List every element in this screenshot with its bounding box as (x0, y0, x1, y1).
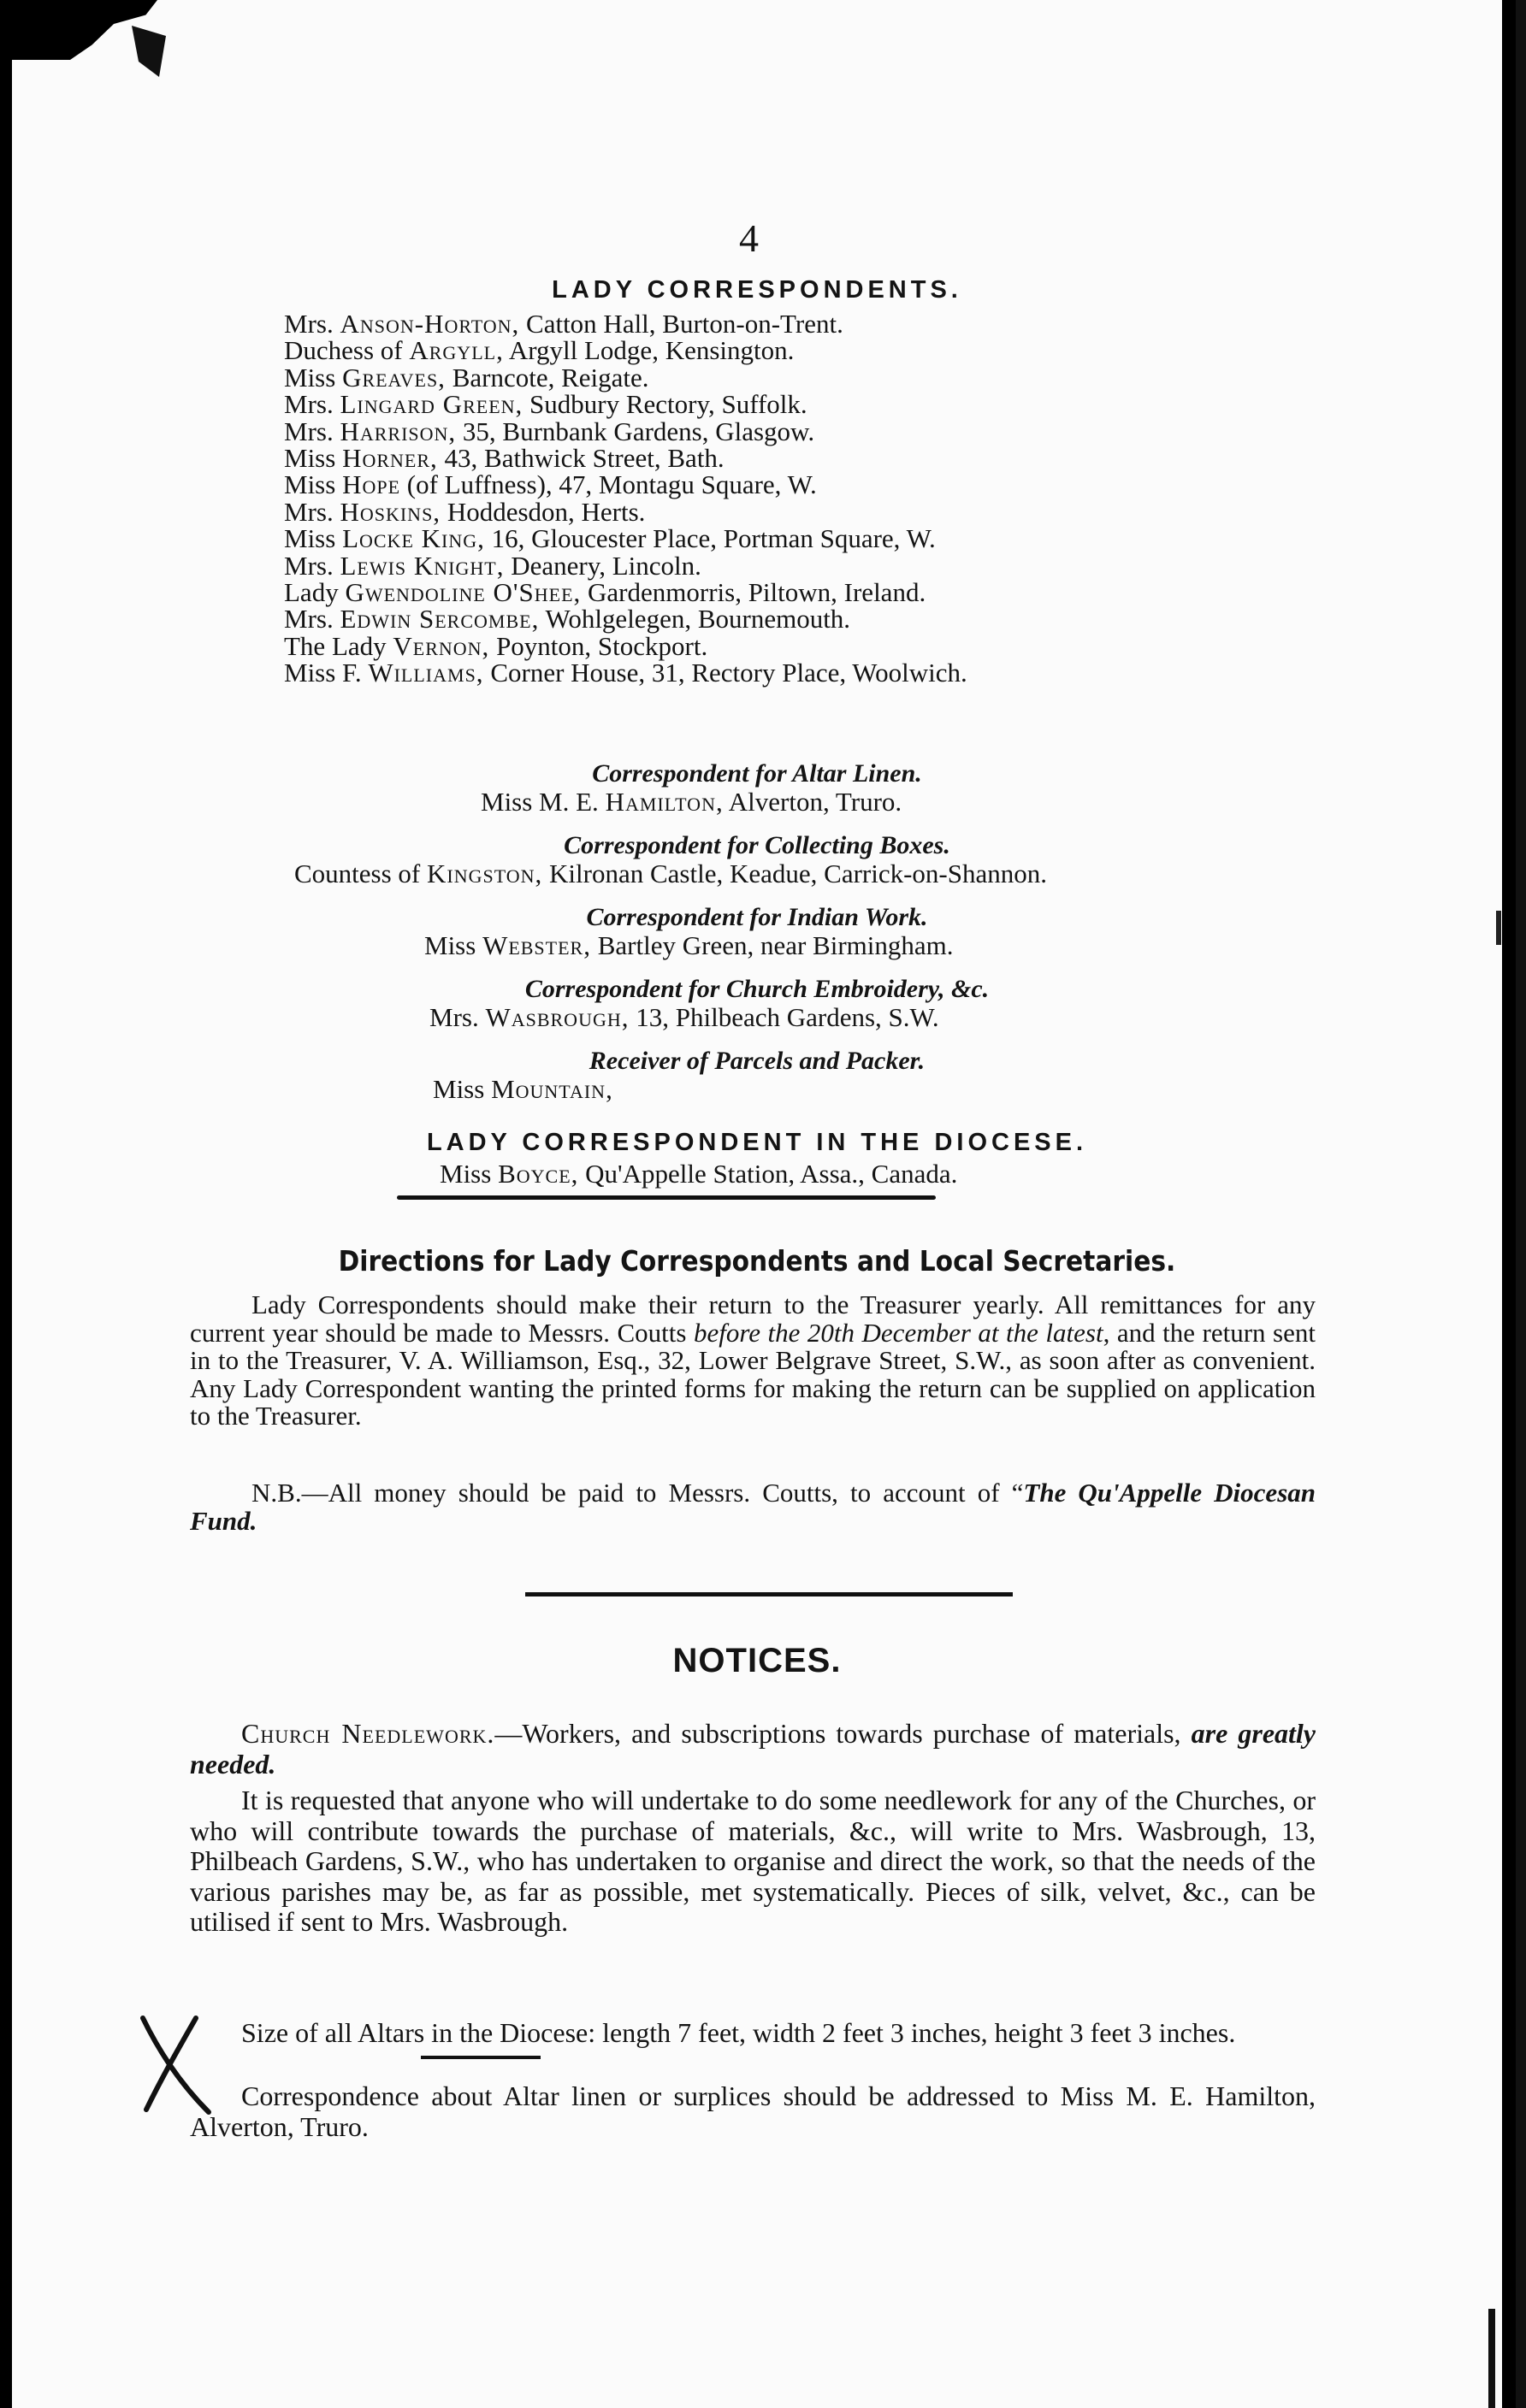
document-page (12, 0, 1502, 2408)
correspondent-person: Countess of Kingston, Kilronan Castle, Keadue, Carrick-on-Shannon. (294, 859, 1047, 888)
directions-paragraph-2: N.B.—All money should be paid to Messrs. Coutts, to account of “The Qu'Appelle Diocesan Fund. (190, 1478, 1316, 1536)
correspondent-entry: Mrs. Lingard Green, Sudbury Rectory, Suffolk. (284, 389, 807, 420)
diocese-correspondent: Miss Boyce, Qu'Appelle Station, Assa., Canada. (440, 1159, 958, 1189)
directions-paragraph-1: Lady Correspondents should make their return to the Treasurer yearly. All remittances for any current year should be made to Messrs. Coutts before the 20th December at the latest, and the return sent in to the Treasurer, V. A. Williamson, Esq., 32, Lower Belgrave Street, S.W., as soon after as convenient. Any Lady Correspondent wanting the printed forms for making the return can be supplied on application to the Treasurer. (190, 1290, 1316, 1431)
notice-paragraph-2: It is requested that anyone who will undertake to do some needlework for any of the Churches, or who will contribute towards the purchase of materials, &c., will write to Mrs. Wasbrough, 13, Philbeach Gardens, S.W., who has undertaken to organise and direct the work, so that the needs of the various parishes may be, as far as possible, met systematically. Pieces of silk, velvet, &c., can be utilised if sent to Mrs. Wasbrough. (190, 1785, 1316, 1937)
correspondent-person: Miss Webster, Bartley Green, near Birmingham. (424, 930, 954, 960)
scan-border (1516, 0, 1526, 2408)
correspondent-entry: Miss F. Williams, Corner House, 31, Rectory Place, Woolwich. (284, 658, 967, 688)
correspondent-role: Receiver of Parcels and Packer. (589, 1047, 926, 1075)
handwritten-underline (421, 2056, 541, 2059)
divider-rule (525, 1592, 1013, 1596)
directions-title: Directions for Lady Correspondents and Local Secretaries. (338, 1244, 1176, 1278)
correspondent-entry: Mrs. Hoskins, Hoddesdon, Herts. (284, 496, 646, 527)
notice-paragraph-4: Correspondence about Altar linen or surplices should be addressed to Miss M. E. Hamilton, Alverton, Truro. (190, 2080, 1316, 2142)
divider-rule (397, 1195, 936, 1200)
correspondent-entry: Lady Gwendoline O'Shee, Gardenmorris, Piltown, Ireland. (284, 577, 926, 608)
correspondent-role: Correspondent for Collecting Boxes. (564, 831, 950, 859)
lady-correspondents-heading: LADY CORRESPONDENTS. (552, 276, 962, 304)
correspondent-entry: Mrs. Lewis Knight, Deanery, Lincoln. (284, 550, 701, 581)
notice-paragraph-1: Church Needlework.—Workers, and subscriptions towards purchase of materials, are greatly needed. (190, 1718, 1316, 1779)
correspondent-role: Correspondent for Altar Linen. (592, 759, 922, 788)
correspondent-role: Correspondent for Church Embroidery, &c. (524, 975, 990, 1003)
correspondent-entry: Miss Hope (of Luffness), 47, Montagu Square, W. (284, 469, 817, 500)
correspondents-list (284, 310, 967, 687)
correspondent-entry: Mrs. Anson-Horton, Catton Hall, Burton-on-Trent. (284, 309, 843, 339)
correspondent-entry: Mrs. Harrison, 35, Burnbank Gardens, Glasgow. (284, 416, 815, 446)
correspondent-person: Miss M. E. Hamilton, Alverton, Truro. (481, 787, 902, 817)
correspondent-entry: Duchess of Argyll, Argyll Lodge, Kensington. (284, 335, 795, 366)
notice-paragraph-3: Size of all Altars in the Diocese: length 7 feet, width 2 feet 3 inches, height 3 feet 3 inches. (241, 2017, 1236, 2048)
correspondent-entry: Miss Horner, 43, Bathwick Street, Bath. (284, 443, 725, 474)
correspondent-person: Miss Mountain, (433, 1074, 613, 1104)
diocese-heading: LADY CORRESPONDENT IN THE DIOCESE. (426, 1129, 1088, 1156)
page-number: 4 (739, 216, 759, 260)
correspondent-entry: Miss Locke King, 16, Gloucester Place, Portman Square, W. (284, 523, 936, 554)
correspondent-entry: The Lady Vernon, Poynton, Stockport. (284, 630, 708, 661)
notices-title: NOTICES. (672, 1642, 842, 1679)
scan-edge-shadow (132, 26, 166, 77)
correspondent-person: Mrs. Wasbrough, 13, Philbeach Gardens, S.W. (429, 1002, 939, 1032)
handwritten-cross-mark (136, 2014, 222, 2116)
scan-mark (1488, 2309, 1495, 2408)
correspondent-role: Correspondent for Indian Work. (586, 903, 928, 931)
correspondent-entry: Miss Greaves, Barncote, Reigate. (284, 362, 649, 392)
correspondent-entry: Mrs. Edwin Sercombe, Wohlgelegen, Bournemouth. (284, 604, 851, 634)
